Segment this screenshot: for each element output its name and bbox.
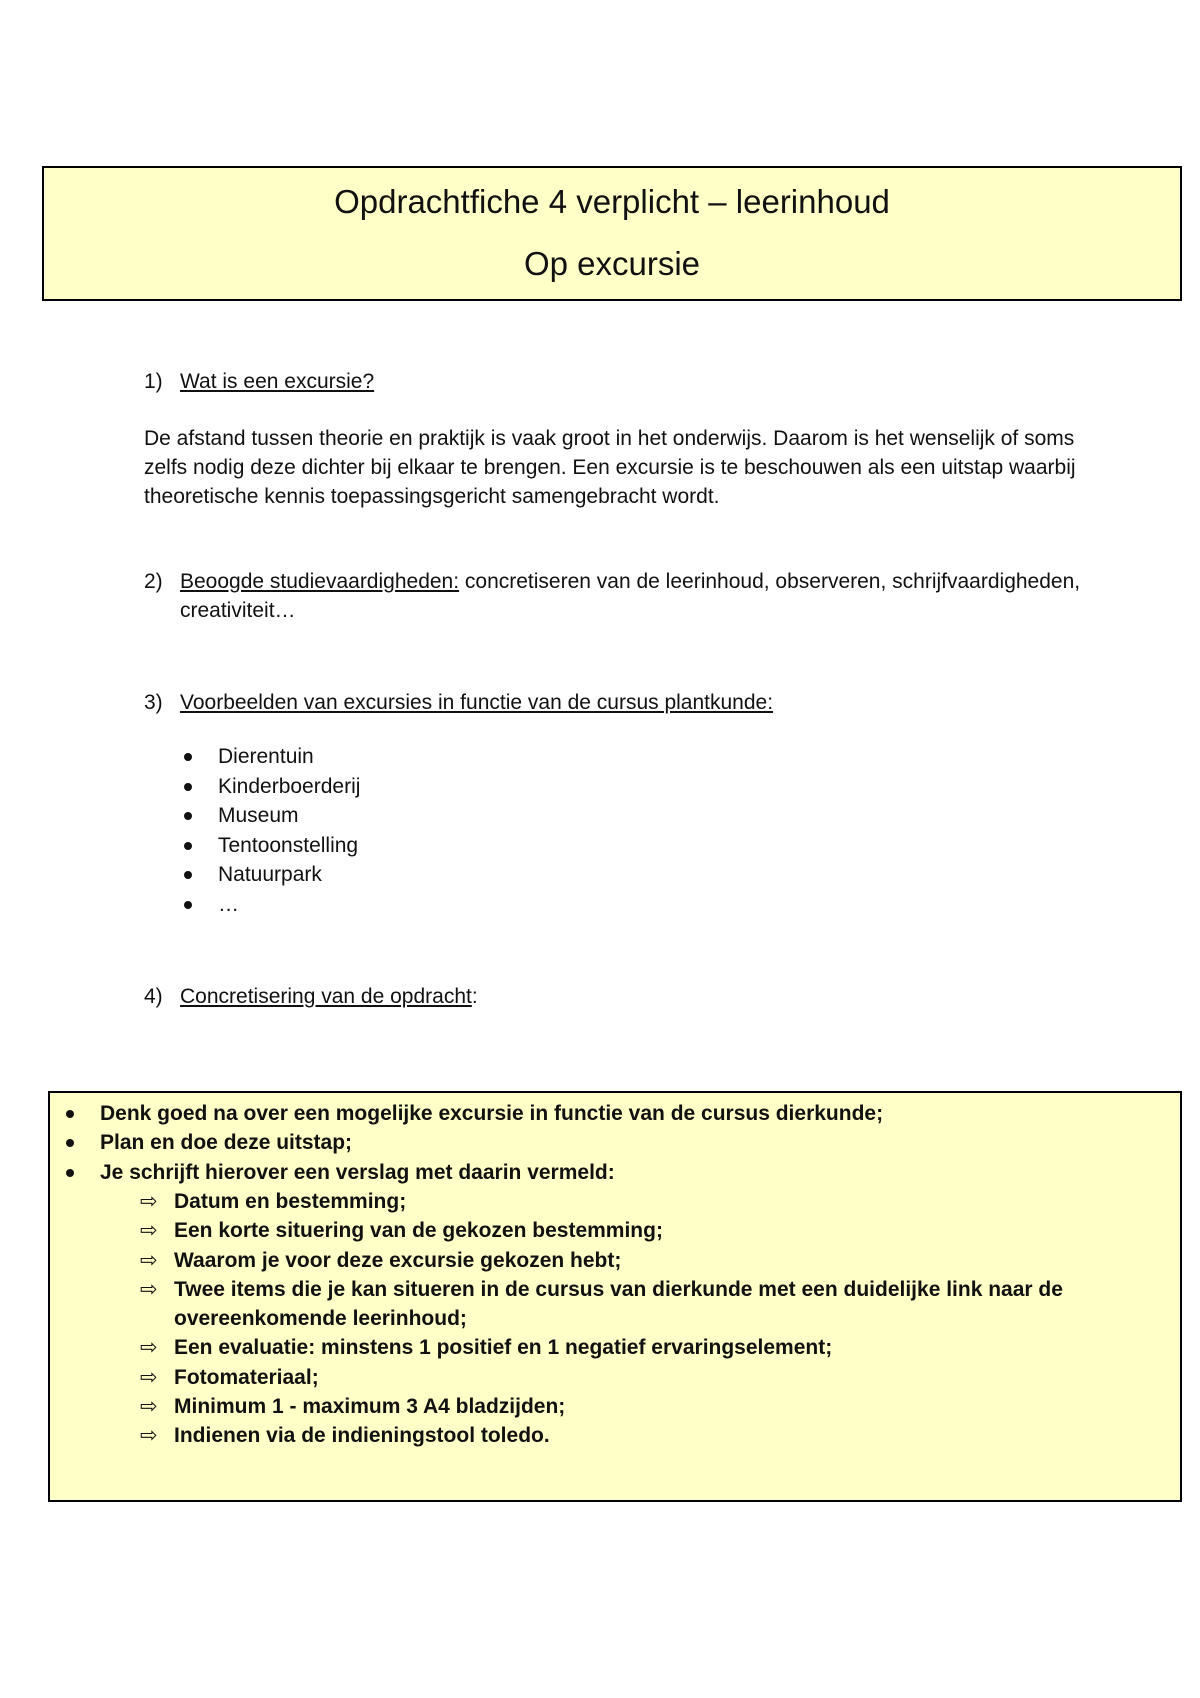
section-heading: Voorbeelden van excursies in functie van de cursus plantkunde: bbox=[180, 691, 774, 714]
task-item: Denk goed na over een mogelijke excursie in functie van de cursus dierkunde; bbox=[60, 1099, 883, 1128]
requirement-item bbox=[140, 1333, 1140, 1362]
arrow-right-icon: ⇨ bbox=[140, 1190, 158, 1213]
list-item: Museum bbox=[180, 801, 360, 831]
requirement-item bbox=[140, 1187, 1140, 1216]
task-item: Plan en doe deze uitstap; bbox=[60, 1128, 883, 1157]
section-suffix: : bbox=[471, 985, 478, 1008]
section-number: 4) bbox=[144, 985, 163, 1008]
page-title: Opdrachtfiche 4 verplicht – leerinhoud bbox=[334, 183, 890, 220]
arrow-right-icon: ⇨ bbox=[140, 1248, 158, 1272]
requirement-item bbox=[140, 1216, 1140, 1245]
task-box bbox=[48, 1091, 1182, 1502]
section-2 bbox=[144, 567, 1084, 625]
arrow-right-icon: ⇨ bbox=[140, 1219, 158, 1243]
excursion-examples-list bbox=[180, 742, 360, 920]
section-heading: Wat is een excursie? bbox=[180, 370, 375, 393]
section-3 bbox=[144, 688, 1084, 717]
task-bullets bbox=[60, 1099, 883, 1187]
list-item: Kinderboerderij bbox=[180, 772, 360, 802]
requirement-text: Twee items die je kan situeren in de cursus van dierkunde met een duidelijke link naar de overeenkomende leerinhoud; bbox=[174, 1277, 1063, 1331]
arrow-right-icon: ⇨ bbox=[140, 1365, 158, 1389]
task-item: Je schrijft hierover een verslag met daarin vermeld: bbox=[60, 1158, 883, 1187]
arrow-right-icon: ⇨ bbox=[140, 1277, 158, 1301]
list-item: … bbox=[180, 890, 360, 920]
requirement-text: Minimum 1 - maximum 3 A4 bladzijden; bbox=[174, 1395, 566, 1419]
section-heading: Concretisering van de opdracht bbox=[180, 985, 472, 1008]
requirement-item bbox=[140, 1246, 1140, 1275]
report-requirements-list bbox=[140, 1187, 1140, 1451]
section-number: 3) bbox=[144, 691, 163, 714]
list-item: Tentoonstelling bbox=[180, 831, 360, 861]
requirement-item bbox=[140, 1275, 1140, 1334]
list-item: Dierentuin bbox=[180, 742, 360, 772]
requirement-text: Indienen via de indieningstool toledo. bbox=[174, 1424, 550, 1448]
requirement-text: Waarom je voor deze excursie gekozen hebt; bbox=[174, 1248, 622, 1272]
arrow-right-icon: ⇨ bbox=[140, 1336, 158, 1360]
list-item: Natuurpark bbox=[180, 860, 360, 890]
requirement-item bbox=[140, 1392, 1140, 1421]
requirement-text: Datum en bestemming; bbox=[174, 1190, 407, 1213]
section-heading: Beoogde studievaardigheden: bbox=[180, 570, 460, 593]
arrow-right-icon: ⇨ bbox=[140, 1395, 158, 1419]
arrow-right-icon: ⇨ bbox=[140, 1424, 158, 1448]
requirement-item bbox=[140, 1421, 1140, 1450]
section-1-paragraph: De afstand tussen theorie en praktijk is vaak groot in het onderwijs. Daarom is het wenselijk of soms zelfs nodig deze dichter bij elkaar te brengen. Een excursie is te beschouwen als een uitstap waarbij theoretische kennis toepassingsgericht samengebracht wordt. bbox=[144, 427, 1076, 508]
requirement-text: Fotomateriaal; bbox=[174, 1365, 319, 1389]
requirement-item bbox=[140, 1363, 1140, 1392]
section-number: 1) bbox=[144, 370, 163, 393]
requirement-text: Een evaluatie: minstens 1 positief en 1 negatief ervaringselement; bbox=[174, 1336, 833, 1360]
page-subtitle: Op excursie bbox=[523, 245, 701, 282]
requirement-text: Een korte situering van de gekozen bestemming; bbox=[174, 1219, 663, 1243]
section-text: concretiseren van de leerinhoud, observeren, schrijfvaardigheden, creativiteit… bbox=[180, 570, 1081, 622]
section-1 bbox=[144, 367, 1084, 396]
section-number: 2) bbox=[144, 570, 163, 593]
title-box bbox=[42, 166, 1182, 301]
section-4 bbox=[144, 982, 1084, 1011]
